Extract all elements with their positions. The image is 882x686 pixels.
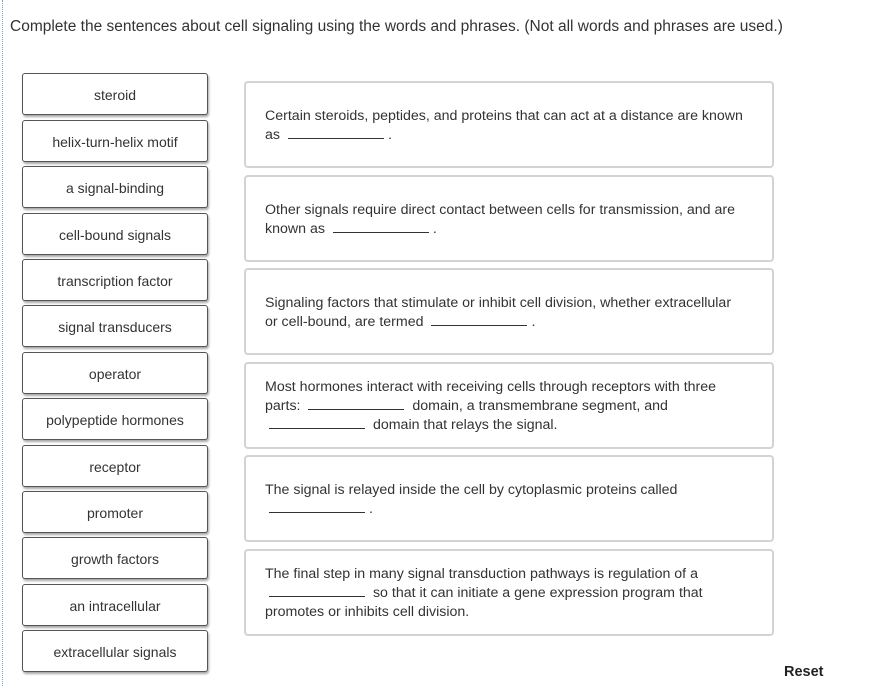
- sentence-text: Most hormones interact with receiving cells through receptors with three parts: domain, a transmembrane segment, and domain that relays the signal.: [265, 379, 717, 433]
- word-chip-cell-bound-signals[interactable]: cell-bound signals: [22, 213, 208, 255]
- word-chip-a-signal-binding[interactable]: a signal-binding: [22, 166, 208, 208]
- word-chip-an-intracellular[interactable]: an intracellular: [22, 584, 208, 626]
- sentence-card-1: [244, 81, 774, 168]
- instructions-text: Complete the sentences about cell signaling using the words and phrases. (Not all words and phrases are used.): [10, 18, 783, 35]
- answer-blank[interactable]: [269, 418, 365, 429]
- word-chip-receptor[interactable]: receptor: [22, 445, 208, 487]
- sentence-card-6: [244, 549, 774, 636]
- frame-left-border: [2, 0, 3, 686]
- answer-blank[interactable]: [431, 315, 527, 326]
- word-chip-steroid[interactable]: steroid: [22, 73, 208, 115]
- sentence-card-3: [244, 268, 774, 355]
- word-chip-signal-transducers[interactable]: signal transducers: [22, 305, 208, 347]
- sentence-text: The final step in many signal transduction pathways is regulation of a so that it can initiate a gene expression program that promotes or inhibits cell division.: [265, 566, 703, 620]
- word-chip-polypeptide-hormones[interactable]: polypeptide hormones: [22, 398, 208, 440]
- sentence-text: Certain steroids, peptides, and proteins that can act at a distance are known as .: [265, 108, 743, 143]
- answer-blank[interactable]: [269, 586, 365, 597]
- sentence-text: Other signals require direct contact between cells for transmission, and are known as .: [265, 202, 735, 237]
- sentence-card-5: [244, 455, 774, 542]
- word-chip-operator[interactable]: operator: [22, 352, 208, 394]
- word-chip-transcription-factor[interactable]: transcription factor: [22, 259, 208, 301]
- sentence-card-2: [244, 175, 774, 262]
- answer-blank[interactable]: [333, 222, 429, 233]
- answer-blank[interactable]: [288, 128, 384, 139]
- sentence-text: The signal is relayed inside the cell by cytoplasmic proteins called .: [265, 482, 678, 517]
- word-chip-promoter[interactable]: promoter: [22, 491, 208, 533]
- answer-blank[interactable]: [269, 502, 365, 513]
- sentence-text: Signaling factors that stimulate or inhibit cell division, whether extracellular or cell-bound, are termed .: [265, 295, 732, 330]
- reset-button[interactable]: Reset: [784, 664, 824, 680]
- word-chip-helix-turn-helix-motif[interactable]: helix-turn-helix motif: [22, 120, 208, 162]
- answer-blank[interactable]: [308, 399, 404, 410]
- sentence-card-4: [244, 362, 774, 449]
- word-chip-growth-factors[interactable]: growth factors: [22, 537, 208, 579]
- word-chip-extracellular-signals[interactable]: extracellular signals: [22, 630, 208, 672]
